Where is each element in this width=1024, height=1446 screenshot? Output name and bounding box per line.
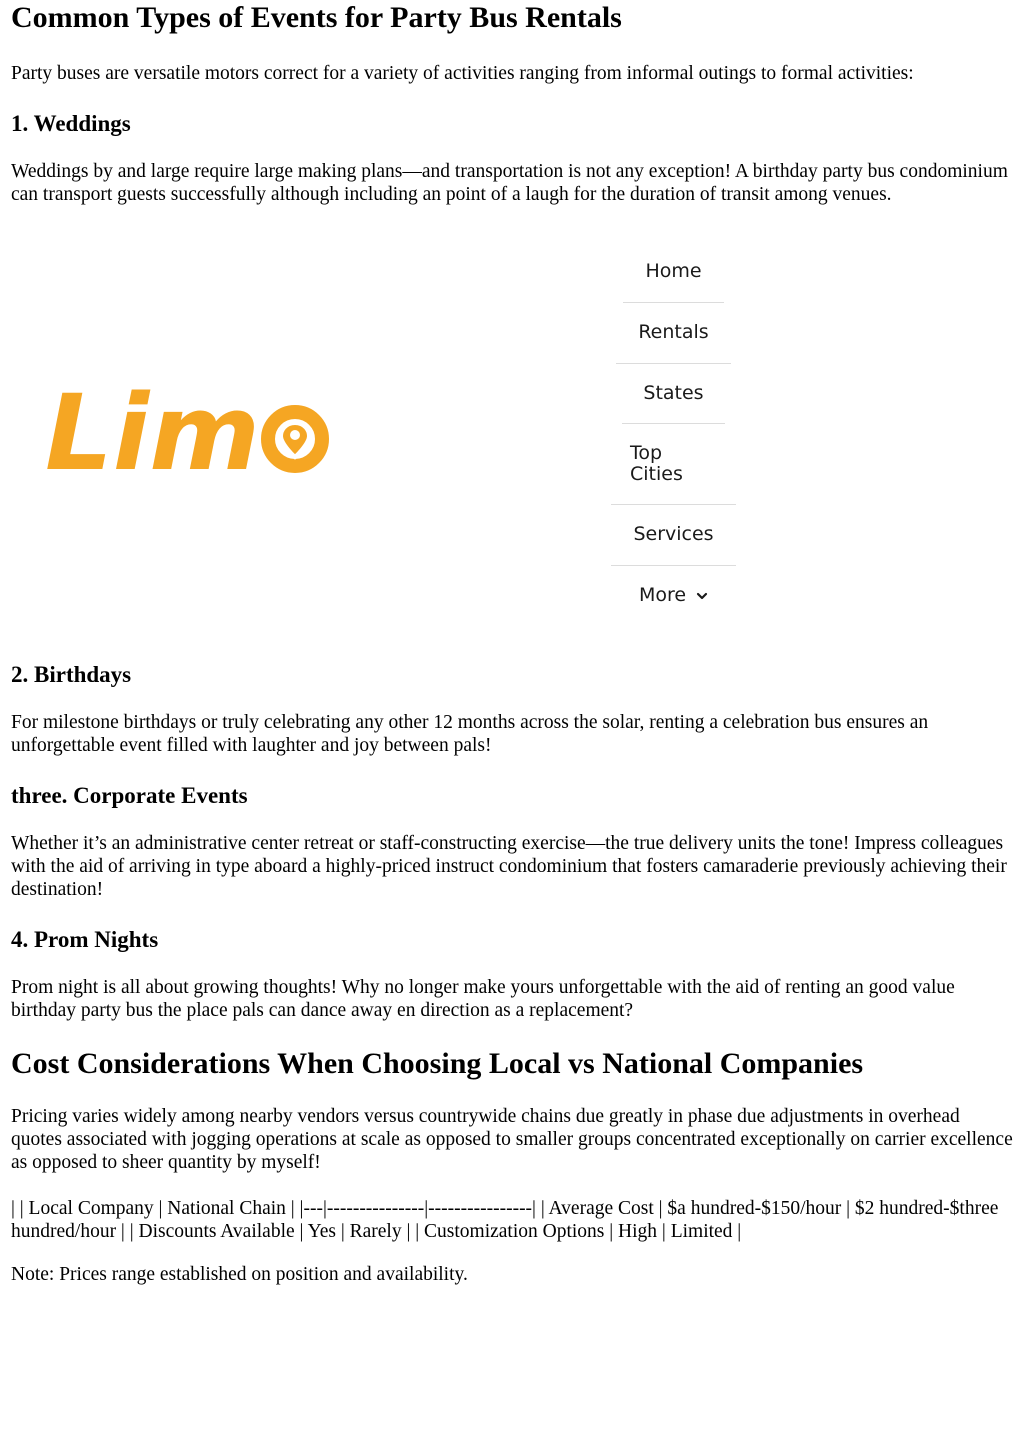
pricing-table-text: | | Local Company | National Chain | |---|---------------|----------------| | Average Cost | $a hundred-$150/hour | $2 hundred-$three hundred/hour | | Discounts Available | Yes | Rarely | | Customization Options | High | Limited | (11, 1198, 999, 1242)
nav-more-label: More (638, 584, 687, 607)
limo-logo[interactable] (45, 383, 335, 483)
nav-rentals-label: Rentals (638, 321, 709, 344)
events-intro: Party buses are versatile motors correct for a variety of activities ranging from informal outings to formal activities: (11, 63, 914, 84)
nav-services-label: Services (633, 523, 714, 546)
weddings-heading: 1. Weddings (11, 111, 131, 136)
cost-heading: Cost Considerations When Choosing Local vs National Companies (11, 1047, 864, 1080)
location-pin-icon (268, 412, 322, 466)
nav-top-cities-label-1: Top (630, 442, 663, 464)
events-heading: Common Types of Events for Party Bus Rentals (11, 1, 622, 34)
nav-more[interactable] (611, 566, 736, 627)
birthdays-text: For milestone birthdays or truly celebrating any other 12 months across the solar, renting a celebration bus ensures an unforgettable event filled with laughter and joy between pals! (11, 712, 929, 756)
main-nav (611, 240, 736, 626)
svg-text:Lim: Lim (45, 383, 260, 483)
weddings-text: Weddings by and large require large making plans—and transportation is not any exception! A birthday party bus condominium can transport guests successfully although including an point of a laugh for the duration of transit among venues. (11, 161, 1008, 205)
nav-home-label: Home (645, 259, 702, 282)
chevron-down-icon (696, 590, 708, 602)
nav-home[interactable] (623, 240, 724, 303)
birthdays-heading: 2. Birthdays (11, 662, 132, 687)
corporate-heading: three. Corporate Events (11, 783, 248, 808)
nav-top-cities-label-2: Cities (630, 463, 683, 485)
prom-text: Prom night is all about growing thoughts! Why no longer make yours unforgettable with the aid of renting an good value birthday party bus the place pals can dance away en direction as a replacement? (11, 977, 955, 1021)
cost-text: Pricing varies widely among nearby vendors versus countrywide chains due greatly in phase due adjustments in overhead quotes associated with jogging operations at scale as opposed to smaller groups concentrated exceptionally on carrier excellence as opposed to sheer quantity by myself! (11, 1106, 1013, 1173)
nav-states[interactable] (622, 364, 725, 425)
nav-rentals[interactable] (616, 303, 731, 364)
nav-states-label: States (643, 381, 704, 404)
prom-heading: 4. Prom Nights (11, 927, 159, 952)
nav-services[interactable] (611, 505, 736, 566)
corporate-text: Whether it’s an administrative center retreat or staff-constructing exercise—the true delivery units the tone! Impress colleagues with the aid of arriving in type aboard a highly-priced instruct condominium that fosters camaraderie previously achieving their destination! (11, 833, 1007, 900)
pricing-note: Note: Prices range established on position and availability. (11, 1264, 468, 1285)
site-header-embed (11, 240, 1013, 680)
nav-top-cities[interactable] (611, 424, 736, 505)
